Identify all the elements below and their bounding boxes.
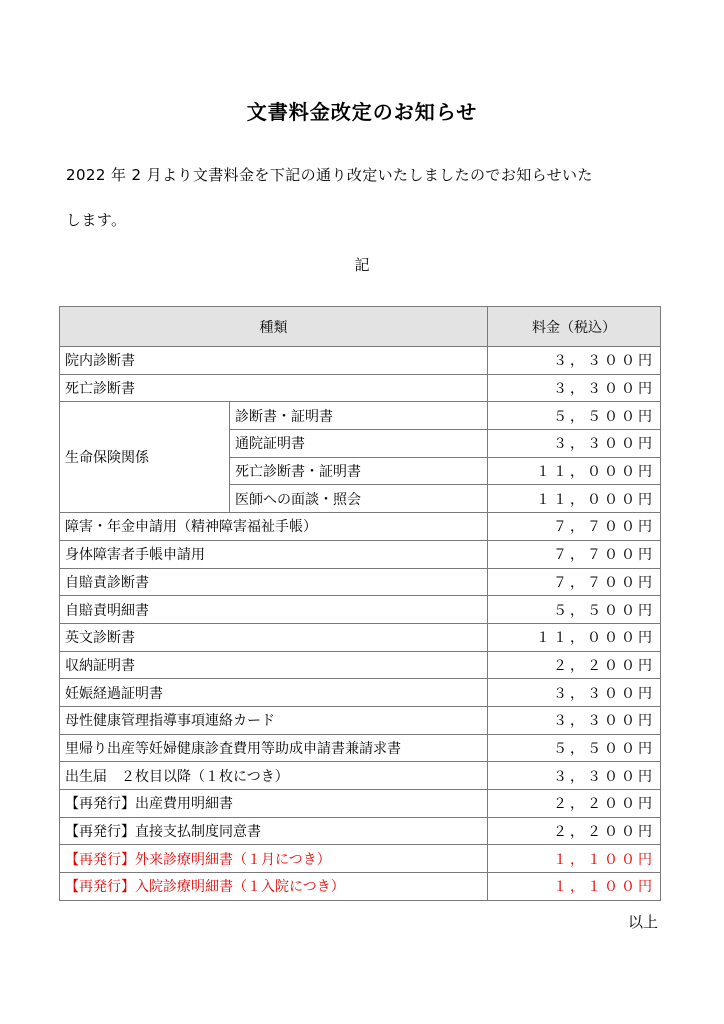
table-row-highlight (60, 845, 661, 873)
row-label: 出生届 ２枚目以降（１枚につき） (60, 762, 488, 790)
row-fee: ３，３００円 (488, 347, 661, 375)
table-row (60, 540, 661, 568)
row-fee: ３，３００円 (488, 679, 661, 707)
page-title: 文書料金改定のお知らせ (246, 100, 478, 124)
row-label: 母性健康管理指導事項連絡カード (60, 706, 488, 734)
row-label: 収納証明書 (60, 651, 488, 679)
row-fee: １，１００円 (488, 873, 661, 901)
row-fee: １１，０００円 (488, 623, 661, 651)
row-fee: ２，２００円 (488, 790, 661, 818)
closing-text: 以上 (627, 913, 658, 931)
row-label: 通院証明書 (230, 430, 488, 458)
table-row-highlight (60, 873, 661, 901)
table-row (60, 513, 661, 541)
table-row (60, 347, 661, 375)
row-label: 里帰り出産等妊婦健康診査費用等助成申請書兼請求書 (60, 734, 488, 762)
intro-line-1: 2022 年 2 月より文書料金を下記の通り改定いたしましたのでお知らせいた (66, 166, 593, 184)
row-fee: ７，７００円 (488, 568, 661, 596)
row-fee: １１，０００円 (488, 457, 661, 485)
row-label: 死亡診断書・証明書 (230, 457, 488, 485)
row-label: 身体障害者手帳申請用 (60, 540, 488, 568)
row-fee: ２，２００円 (488, 817, 661, 845)
row-label: 【再発行】直接支払制度同意書 (60, 817, 488, 845)
group-label: 生命保険関係 (60, 402, 230, 513)
intro-line-2: します。 (66, 211, 127, 229)
table-row (60, 374, 661, 402)
row-fee: ５，５００円 (488, 596, 661, 624)
ki-heading: 記 (354, 256, 370, 274)
row-label: 死亡診断書 (60, 374, 488, 402)
row-label: 【再発行】入院診療明細書（１入院につき） (60, 873, 488, 901)
row-label: 自賠責明細書 (60, 596, 488, 624)
header-kind: 種類 (60, 307, 488, 347)
table-row (60, 790, 661, 818)
row-fee: ３，３００円 (488, 706, 661, 734)
row-label: 妊娠経過証明書 (60, 679, 488, 707)
row-fee: ３，３００円 (488, 430, 661, 458)
row-label: 【再発行】外来診療明細書（１月につき） (60, 845, 488, 873)
row-fee: ３，３００円 (488, 762, 661, 790)
row-label: 【再発行】出産費用明細書 (60, 790, 488, 818)
row-fee: ３，３００円 (488, 374, 661, 402)
table-row (60, 679, 661, 707)
row-label: 院内診断書 (60, 347, 488, 375)
table-row (60, 734, 661, 762)
row-fee: ５，５００円 (488, 402, 661, 430)
table-row (60, 402, 661, 430)
row-fee: ７，７００円 (488, 513, 661, 541)
row-label: 自賠責診断書 (60, 568, 488, 596)
table-row (60, 568, 661, 596)
row-fee: １，１００円 (488, 845, 661, 873)
fee-table (59, 306, 661, 901)
row-label: 英文診断書 (60, 623, 488, 651)
row-fee: ２，２００円 (488, 651, 661, 679)
table-row (60, 762, 661, 790)
row-fee: ７，７００円 (488, 540, 661, 568)
row-label: 障害・年金申請用（精神障害福祉手帳） (60, 513, 488, 541)
row-label: 診断書・証明書 (230, 402, 488, 430)
row-fee: １１，０００円 (488, 485, 661, 513)
row-label: 医師への面談・照会 (230, 485, 488, 513)
table-header-row (60, 307, 661, 347)
table-row (60, 596, 661, 624)
table-row (60, 651, 661, 679)
row-fee: ５，５００円 (488, 734, 661, 762)
table-row (60, 817, 661, 845)
header-fee: 料金（税込） (488, 307, 661, 347)
table-row (60, 623, 661, 651)
table-row (60, 706, 661, 734)
